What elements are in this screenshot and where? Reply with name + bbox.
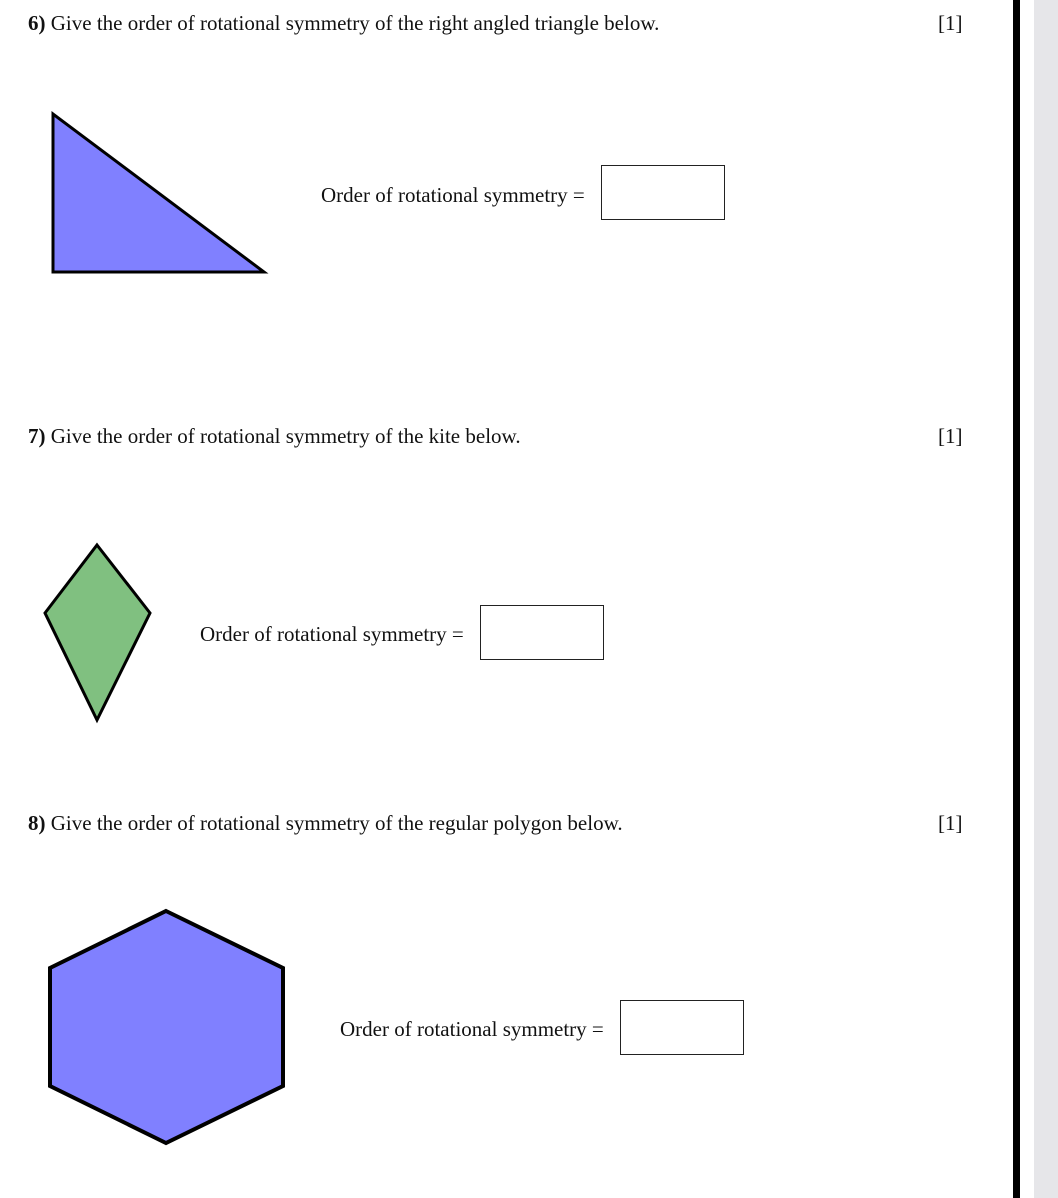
right-triangle-shape [53,114,264,272]
hexagon-shape [50,911,283,1143]
question-8-answer-label: Order of rotational symmetry = [340,1017,604,1041]
question-6-answer-label: Order of rotational symmetry = [321,183,585,207]
question-6-marks: [1] [938,11,963,35]
question-6-number: 6) [28,11,46,35]
question-7-marks: [1] [938,424,963,448]
question-7-answer-box[interactable] [480,605,604,660]
question-8-prompt: Give the order of rotational symmetry of the regular polygon below. [50,811,623,835]
question-7-answer-label: Order of rotational symmetry = [200,622,464,646]
question-7-text [28,424,521,448]
question-6-prompt: Give the order of rotational symmetry of the right angled triangle below. [50,11,660,35]
scroll-area-edge [1034,0,1058,1198]
question-8-number: 8) [28,811,46,835]
question-7-number: 7) [28,424,46,448]
page-edge-gap [1020,0,1034,1198]
kite-shape [45,545,150,720]
question-6-answer-box[interactable] [601,165,725,220]
page-edge-border [1013,0,1020,1198]
question-8-marks: [1] [938,811,963,835]
question-8-answer-box[interactable] [620,1000,744,1055]
question-6-text [28,11,659,35]
question-8-text [28,811,623,835]
question-7-prompt: Give the order of rotational symmetry of the kite below. [50,424,521,448]
